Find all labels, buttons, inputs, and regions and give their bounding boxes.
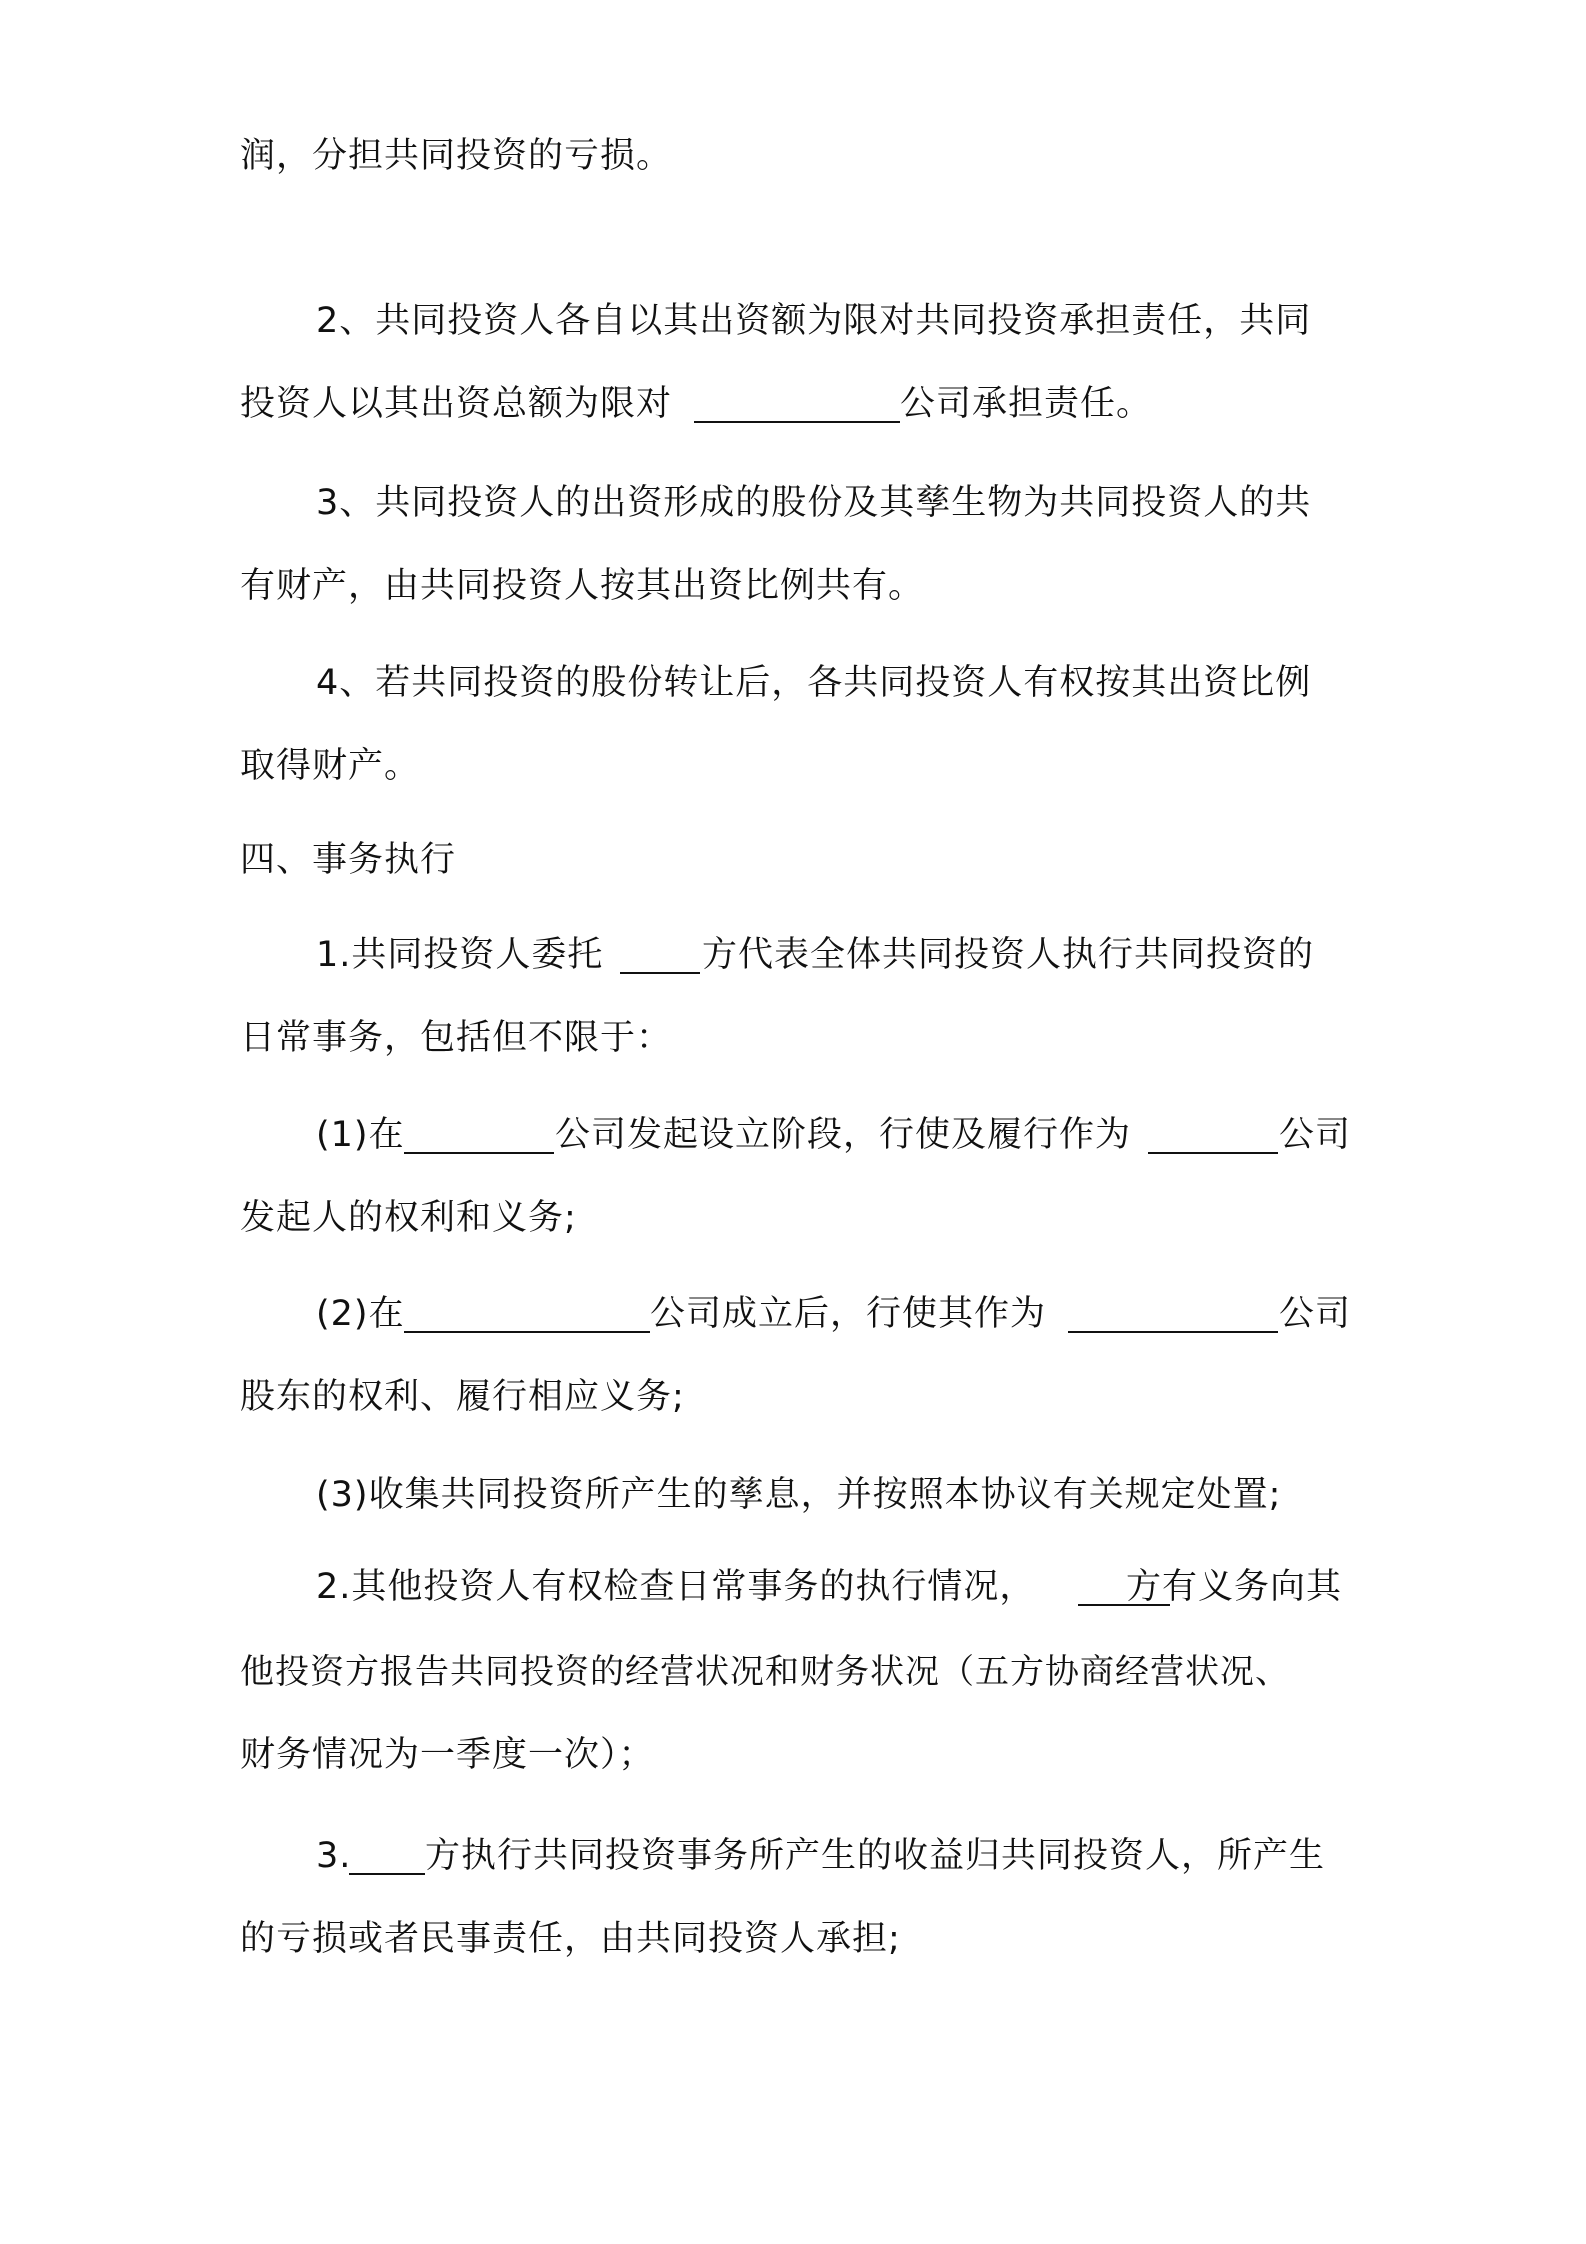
fill-in-blank[interactable] bbox=[404, 1331, 650, 1333]
text-segment: 公司成立后，行使其作为 bbox=[650, 1294, 1047, 1334]
paragraph-line bbox=[0, 1008, 1586, 1068]
fill-in-blank[interactable] bbox=[349, 1873, 425, 1875]
paragraph-line bbox=[0, 1105, 1586, 1165]
text-segment: 公司 bbox=[1279, 1294, 1352, 1334]
fill-in-blank[interactable] bbox=[694, 421, 900, 423]
text-segment: 2.其他投资人有权检查日常事务的执行情况， bbox=[316, 1567, 1036, 1607]
paragraph-line bbox=[0, 556, 1586, 616]
paragraph-line bbox=[0, 1557, 1586, 1617]
fill-in-blank[interactable] bbox=[404, 1152, 554, 1154]
paragraph-line bbox=[0, 1367, 1586, 1427]
text-segment: 股东的权利、履行相应义务; bbox=[240, 1377, 685, 1417]
text-segment: 方执行共同投资事务所产生的收益归共同投资人，所产生 bbox=[425, 1836, 1326, 1876]
paragraph-line bbox=[0, 1725, 1586, 1785]
text-segment: 3、共同投资人的出资形成的股份及其孳生物为共同投资人的共 bbox=[316, 483, 1312, 523]
paragraph-line bbox=[0, 126, 1586, 186]
paragraph-line bbox=[0, 473, 1586, 533]
paragraph-line bbox=[0, 291, 1586, 351]
text-segment: 4、若共同投资的股份转让后，各共同投资人有权按其出资比例 bbox=[316, 663, 1312, 703]
paragraph-line bbox=[0, 1826, 1586, 1886]
text-segment: 2、共同投资人各自以其出资额为限对共同投资承担责任，共同 bbox=[316, 301, 1312, 341]
text-segment: 公司发起设立阶段，行使及履行作为 bbox=[555, 1115, 1132, 1155]
fill-in-blank[interactable] bbox=[1148, 1152, 1278, 1154]
text-segment: 日常事务，包括但不限于： bbox=[240, 1018, 673, 1058]
text-segment: 公司 bbox=[1279, 1115, 1352, 1155]
text-segment: 方有义务向其 bbox=[1126, 1567, 1343, 1607]
text-segment: 3. bbox=[316, 1836, 352, 1876]
text-segment: 方代表全体共同投资人执行共同投资的 bbox=[702, 935, 1315, 975]
text-segment: (3)收集共同投资所产生的孳息，并按照本协议有关规定处置; bbox=[316, 1475, 1282, 1515]
text-segment: 财务情况为一季度一次）； bbox=[240, 1735, 655, 1775]
text-segment: (1)在 bbox=[316, 1115, 405, 1155]
text-segment: 的亏损或者民事责任，由共同投资人承担; bbox=[240, 1919, 901, 1959]
paragraph-line bbox=[0, 736, 1586, 796]
text-segment: 发起人的权利和义务; bbox=[240, 1198, 577, 1238]
paragraph-line bbox=[0, 1188, 1586, 1248]
heading-text: 四、事务执行 bbox=[240, 840, 457, 880]
section-heading bbox=[0, 830, 1586, 890]
paragraph-line bbox=[0, 374, 1586, 434]
paragraph-line bbox=[0, 925, 1586, 985]
text-segment: 有财产，由共同投资人按其出资比例共有。 bbox=[240, 566, 925, 606]
text-segment: 取得财产。 bbox=[240, 746, 421, 786]
paragraph-line bbox=[0, 1284, 1586, 1344]
paragraph-line bbox=[0, 1642, 1586, 1702]
text-segment: 1.共同投资人委托 bbox=[316, 935, 604, 975]
paragraph-line bbox=[0, 653, 1586, 713]
paragraph-line bbox=[0, 1909, 1586, 1969]
text-segment: 投资人以其出资总额为限对 bbox=[240, 384, 673, 424]
paragraph-line bbox=[0, 1465, 1586, 1525]
text-segment: (2)在 bbox=[316, 1294, 405, 1334]
text-segment: 公司承担责任。 bbox=[900, 384, 1153, 424]
fill-in-blank[interactable] bbox=[1068, 1331, 1278, 1333]
fill-in-blank[interactable] bbox=[620, 972, 700, 974]
text-segment: 他投资方报告共同投资的经营状况和财务状况（五方协商经营状况、 bbox=[240, 1652, 1290, 1692]
text-segment: 润，分担共同投资的亏损。 bbox=[240, 136, 673, 176]
